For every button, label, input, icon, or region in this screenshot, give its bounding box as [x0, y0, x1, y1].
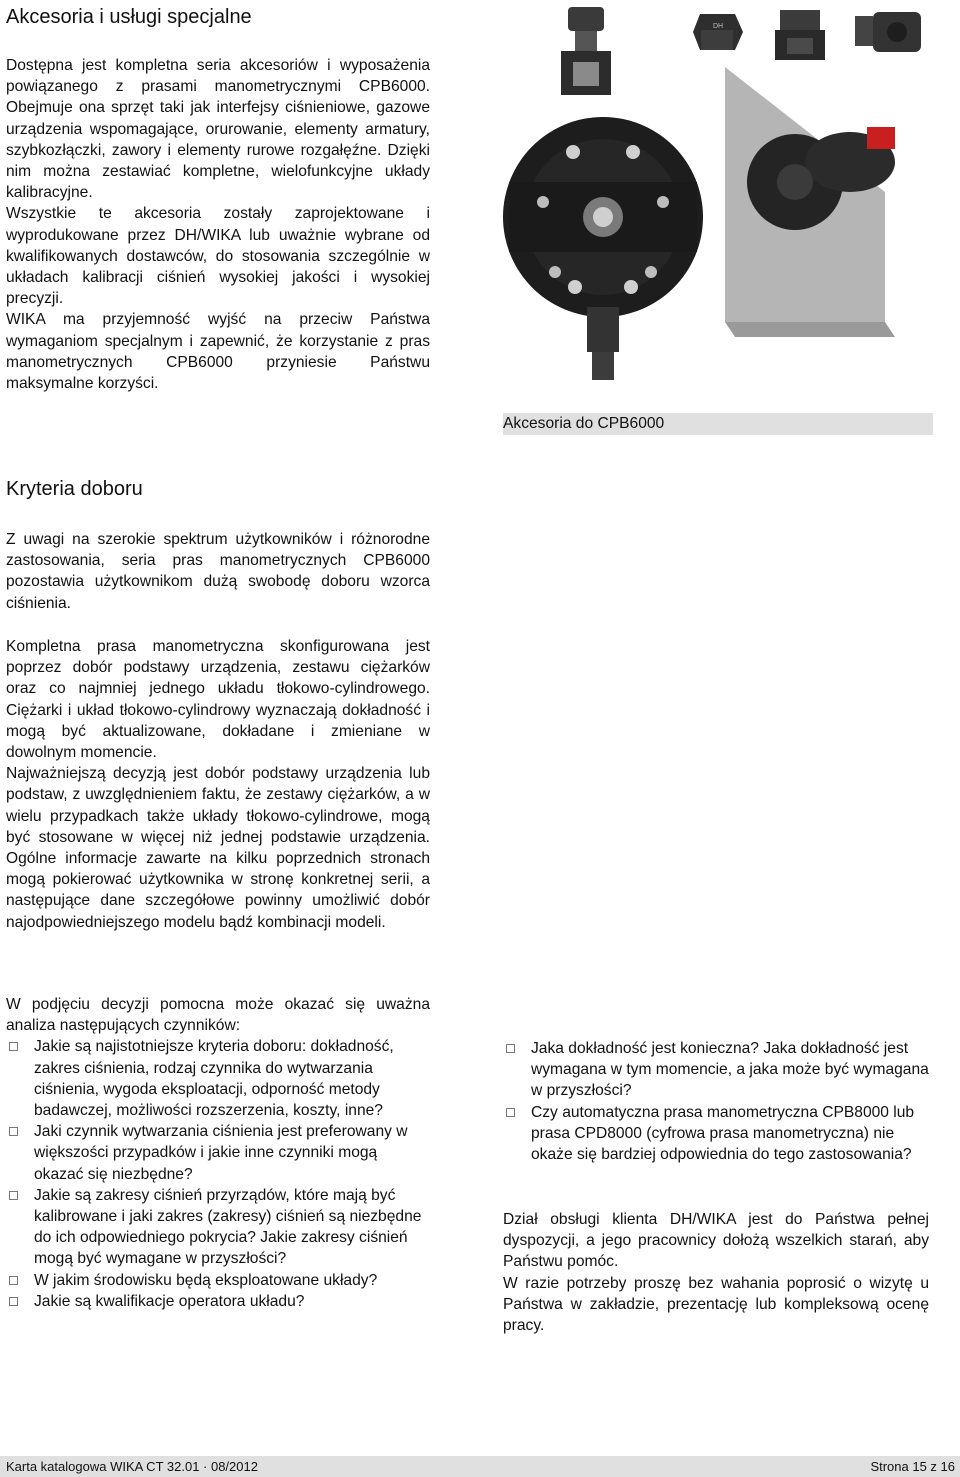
figure-caption — [503, 413, 933, 435]
section-title-criteria: Kryteria doboru — [6, 478, 143, 500]
page-footer — [0, 1456, 960, 1477]
list-item: Jakie są kwalifikacje operatora układu? — [6, 1291, 430, 1312]
paragraph: Kompletna prasa manometryczna skonfigurowana jest poprzez dobór podstawy urządzenia, zestawu ciężarków oraz co najmniej jednego układu tłokowo-cylindrowego. Ciężarki i układ tłokowo-cylindrowy wyznaczają dokładność i mogą być aktualizowane, dokładane i zmieniane w dowolnym momencie. — [6, 638, 430, 762]
list-item: W jakim środowisku będą eksploatowane układy? — [6, 1270, 430, 1291]
manifold-block — [503, 117, 703, 317]
list-item: Jaka dokładność jest konieczna? Jaka dokładność jest wymagana w tym momencie, a jaka może być wymagana w przyszłości? — [503, 1038, 929, 1102]
bullet-icon — [9, 1191, 18, 1200]
paragraph: WIKA ma przyjemność wyjść na przeciw Państwa wymaganiom specjalnym i zapewnić, że korzystanie z pras manometrycznych CPB6000 przyniesie Państwu maksymalne korzyści. — [6, 311, 430, 393]
paragraph: Najważniejszą decyzją jest dobór podstawy urządzenia lub podstaw, z uwzględnieniem faktu, że zestawy ciężarków, a w wielu przypadkach także układy tłokowo-cylindrowe, mogą być stosowane w więcej niż jednej podstawie urządzenia. Ogólne informacje zawarte na kilku poprzednich stronach mogą pokierować użytkownika w stronę konkretnej serii, a następujące dane szczegółowe powinny umożliwić dobór najodpowiedniejszego modelu bądź kombinacji modeli. — [6, 765, 430, 931]
outlet-stem — [587, 307, 619, 380]
bullet-icon — [506, 1044, 515, 1053]
footer-page-number: Strona 15 z 16 — [870, 1459, 955, 1474]
paragraph: Z uwagi na szerokie spektrum użytkowników i różnorodne zastosowania, seria pras manometrycznych CPB6000 pozostawia użytkownikom dużą swobodę doboru wzorca ciśnienia. — [6, 531, 430, 612]
accessories-text — [6, 55, 430, 394]
list-item: Czy automatyczna prasa manometryczna CPB8000 lub prasa CPD8000 (cyfrowa prasa manometryczna) nie okaże się bardziej odpowiednia do tego zastosowania? — [503, 1102, 929, 1166]
bullet-icon — [9, 1042, 18, 1051]
contact-text — [503, 1209, 929, 1336]
fitting-adapter — [855, 12, 921, 52]
red-knob — [867, 127, 895, 149]
section-title-accessories: Akcesoria i usługi specjalne — [6, 6, 252, 28]
criteria-factors-right — [503, 1038, 929, 1165]
bullet-icon — [9, 1127, 18, 1136]
criteria-body — [6, 636, 430, 933]
criteria-factors — [6, 994, 430, 1312]
paragraph: Dostępna jest kompletna seria akcesoriów i wyposażenia powiązanego z prasami manometrycznymi CPB6000. Obejmuje ona sprzęt taki jak interfejsy ciśnieniowe, gazowe urządzenia wspomagające, orurowanie, elementy armatury, szybkozłączki, zawory i elementy rurowe rozgałęźne. Dzięki nim można zestawiać kompletne, wielofunkcyjne układy kalibracyjne. — [6, 57, 430, 202]
paragraph: W podjęciu decyzji pomocna może okazać się uważna analiza następujących czynników: — [6, 996, 430, 1035]
list-item: Jakie są najistotniejsze kryteria doboru: dokładność, zakres ciśnienia, rodzaj czynnika do wytwarzania ciśnienia, wygoda eksploatacji, odporność metody badawczej, możliwości rozszerzenia, koszty, inne? — [6, 1036, 430, 1121]
fitting-dh — [693, 14, 743, 50]
fitting-label: DH — [712, 23, 724, 30]
criteria-intro — [6, 529, 430, 614]
factor-list-left — [6, 1036, 430, 1312]
adapter-fitting — [561, 7, 611, 95]
factor-list-right — [503, 1038, 929, 1165]
footer-catalog-ref: Karta katalogowa WIKA CT 32.01 · 08/2012 — [6, 1459, 258, 1474]
list-item: Jaki czynnik wytwarzania ciśnienia jest preferowany w większości przypadków i jakie inne czynniki mogą okazać się niezbędne? — [6, 1121, 430, 1185]
bullet-icon — [9, 1297, 18, 1306]
fitting-coupler — [775, 10, 825, 60]
list-item: Jakie są zakresy ciśnień przyrządów, które mają być kalibrowane i jaki zakres (zakresy) ciśnień są niezbędne do ich odpowiedniego pokrycia? Jakie zakresy ciśnień mogą być wymagane w przyszłości? — [6, 1185, 430, 1270]
bullet-icon — [506, 1108, 515, 1117]
paragraph: Wszystkie te akcesoria zostały zaprojektowane i wyprodukowane przez DH/WIKA lub uważnie wybrane od kwalifikowanych dostawców, do stosowania szczególnie w układach kalibracji ciśnień wysokiej jakości i wysokiej precyzji. — [6, 205, 430, 308]
caption-text: Akcesoria do CPB6000 — [503, 415, 665, 432]
valve-bracket — [725, 67, 895, 337]
paragraph: W razie potrzeby proszę bez wahania poprosić o wizytę u Państwa w zakładzie, prezentację lub kompleksową ocenę pracy. — [503, 1274, 929, 1335]
bullet-icon — [9, 1276, 18, 1285]
accessories-photo — [495, 2, 960, 407]
paragraph: Dział obsługi klienta DH/WIKA jest do Państwa pełnej dyspozycji, a jego pracownicy dołożą wszelkich starań, aby Państwu pomóc. — [503, 1211, 929, 1271]
